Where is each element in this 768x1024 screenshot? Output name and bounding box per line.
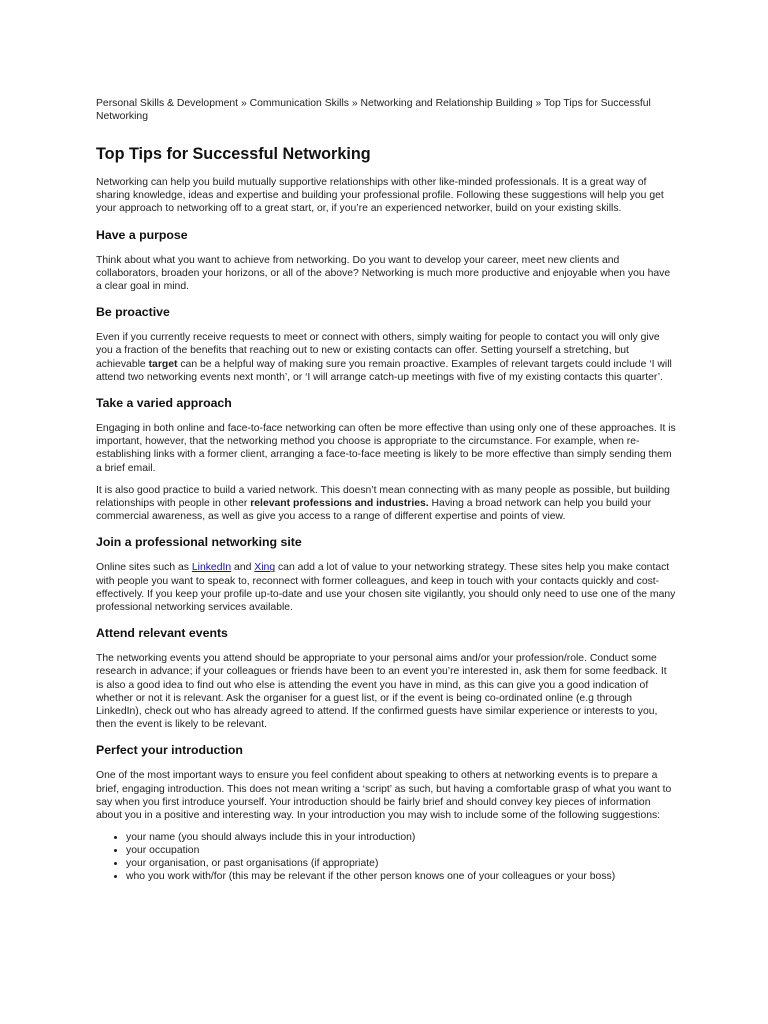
suggestions-list	[96, 831, 676, 883]
heading-perfect-introduction: Perfect your introduction	[96, 743, 243, 758]
xing-link[interactable]: Xing	[254, 562, 276, 574]
linkedin-link[interactable]: LinkedIn	[191, 562, 232, 574]
list-item: • your occupation	[126, 844, 676, 857]
list-item: • who you work with/for (this may be relevant if the other person knows one of your colleagues or your boss)	[126, 870, 676, 883]
proactive-bold-target: target	[148, 358, 178, 370]
purpose-paragraph: Think about what you want to achieve from networking. Do you want to develop your career, meet new clients and collaborators, broaden your horizons, or all of the above? Networking is much more productive and enjoyable when you have a clear goal in mind.	[96, 254, 671, 293]
varied-paragraph-2	[96, 484, 676, 524]
site-text-a: Online sites such as	[96, 562, 192, 574]
site-text-c: can add a lot of value to your networking strategy. These sites help you make contact with people you want to speak to, reconnect with former colleagues, and keep in touch with your contacts quickly and cost-effectively. If you keep your profile up-to-date and use your chosen site vigilantly, you should only need to use one of the many professional networking services available.	[96, 562, 676, 614]
article	[96, 97, 676, 883]
heading-have-a-purpose: Have a purpose	[96, 227, 188, 242]
heading-varied-approach: Take a varied approach	[96, 396, 232, 411]
proactive-text-b: can be a helpful way of making sure you remain proactive. Examples of relevant targets could include ‘I will attend two networking events next month’, or ‘I will arrange catch-up meetings with five of my existing contacts this quarter’.	[96, 358, 672, 383]
events-paragraph: The networking events you attend should be appropriate to your personal aims and/or your profession/role. Conduct some research in advance; if your colleagues or friends have been to an event you’re interested in, ask them for some feedback. It is also a good idea to find out who else is attending the event you have in mind, as this can give you a good indication of whether or not it is relevant. Ask the organiser for a guest list, or if the event is being co-ordinated online (e.g through LinkedIn), check out who has already agreed to attend. If the confirmed guests have similar experience or interests to you, then the event is likely to be relevant.	[96, 653, 667, 731]
varied-paragraph-1: Engaging in both online and face-to-face networking can often be more effective than using only one of these approaches. It is important, however, that the networking method you choose is appropriate to the circumstance. For example, when re-establishing links with a former client, arranging a face-to-face meeting is likely to be more effective than simply sending them a brief email.	[96, 423, 676, 474]
varied-text-b: Having a broad network can help you build your commercial awareness, as well as give you access to a range of different expertise and points of view.	[96, 498, 652, 523]
varied-text-a: It is also good practice to build a varied network. This doesn’t mean connecting with as many people as possible, but building relationships with people in other	[96, 484, 670, 510]
introduction-paragraph: One of the most important ways to ensure you feel confident about speaking to others at networking events is to prepare a brief, engaging introduction. This does not mean writing a ‘script’ as such, but having a comfortable grasp of what you want to say when you first introduce yourself. Your introduction should be fairly brief and should convey key pieces of information about you in a positive and interesting way. In your introduction you may wish to include some of the following suggestions:	[96, 770, 672, 822]
list-item: • your name (you should always include this in your introduction)	[126, 831, 676, 844]
proactive-text-a: Even if you currently receive requests to meet or connect with others, simply waiting for people to contact you will only give you a fraction of the benefits that reaching out to new or existing contacts can offer. Setting yourself a stretching, but achievable	[96, 332, 660, 370]
varied-bold-professions: relevant professions and industries.	[250, 498, 429, 510]
heading-relevant-events: Attend relevant events	[96, 626, 228, 641]
breadcrumb: Personal Skills & Development » Communication Skills » Networking and Relationship Building » Top Tips for Successful Networking	[96, 98, 651, 122]
site-paragraph	[96, 561, 676, 614]
list-item: • your organisation, or past organisations (if appropriate)	[126, 857, 676, 870]
site-text-b: and	[231, 562, 255, 574]
heading-be-proactive: Be proactive	[96, 305, 170, 320]
intro-paragraph: Networking can help you build mutually supportive relationships with other like-minded professionals. It is a great way of sharing knowledge, ideas and expertise and building your professional profile. Following these suggestions will help you get your approach to networking off to a great start, or, if you’re an experienced networker, build on your existing skills.	[96, 177, 664, 215]
heading-networking-site: Join a professional networking site	[96, 535, 302, 550]
page-title: Top Tips for Successful Networking	[96, 145, 371, 163]
proactive-paragraph	[96, 331, 676, 384]
